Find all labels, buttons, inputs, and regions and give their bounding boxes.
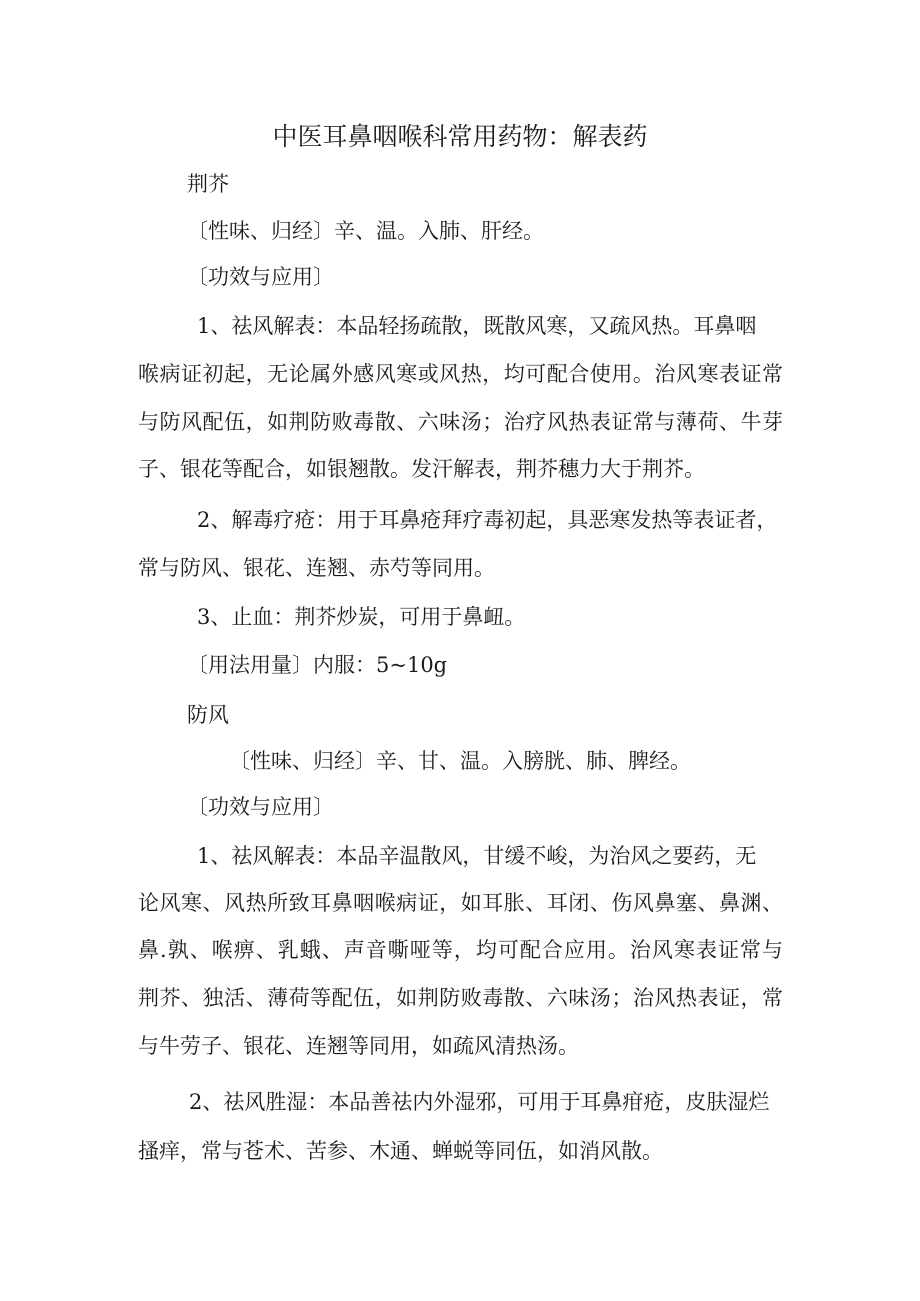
dosage-jingjie: 〔用法用量〕内服：5~10g bbox=[187, 653, 448, 677]
paragraph-line: 喉病证初起，无论属外感风寒或风热，均可配合使用。治风寒表证常 bbox=[138, 362, 783, 386]
herb-name-jingjie: 荆芥 bbox=[187, 172, 229, 196]
paragraph-line: 与防风配伍，如荆防败毒散、六味汤；治疗风热表证常与薄荷、牛芽 bbox=[138, 410, 783, 434]
paragraph-line: 2、祛风胜湿：本品善祛内外湿邪，可用于耳鼻疳疮，皮肤湿烂 bbox=[189, 1090, 770, 1114]
paragraph-line: 3、止血：荆芥炒炭，可用于鼻衄。 bbox=[197, 605, 526, 629]
herb-property-fangfeng: 〔性味、归经〕辛、甘、温。入膀胱、肺、脾经。 bbox=[229, 749, 691, 773]
paragraph-line: 子、银花等配合，如银翘散。发汗解表，荆芥穗力大于荆芥。 bbox=[138, 457, 705, 481]
function-heading-jingjie: 〔功效与应用〕 bbox=[187, 265, 334, 289]
paragraph-line: 1、祛风解表：本品轻扬疏散，既散风寒，又疏风热。耳鼻咽 bbox=[197, 314, 757, 338]
herb-name-fangfeng: 防风 bbox=[187, 703, 229, 727]
paragraph-line: 与牛劳子、银花、连翘等同用，如疏风清热汤。 bbox=[138, 1034, 579, 1058]
paragraph-line: 搔痒，常与苍术、苦参、木通、蝉蜕等同伍，如消风散。 bbox=[138, 1139, 663, 1163]
page-title: 中医耳鼻咽喉科常用药物：解表药 bbox=[272, 122, 648, 151]
paragraph-line: 鼻.孰、喉痹、乳蛾、声音嘶哑等，均可配合应用。治风寒表证常与 bbox=[138, 938, 783, 962]
paragraph-line: 2、解毒疗疮：用于耳鼻疮拜疗毒初起，具恶寒发热等表证者， bbox=[197, 508, 778, 532]
paragraph-line: 1、祛风解表：本品辛温散风，甘缓不峻，为治风之要药，无 bbox=[197, 844, 757, 868]
herb-property-jingjie: 〔性味、归经〕辛、温。入肺、肝经。 bbox=[187, 219, 544, 243]
paragraph-line: 论风寒、风热所致耳鼻咽喉病证，如耳胀、耳闭、伤风鼻塞、鼻渊、 bbox=[138, 891, 783, 915]
function-heading-fangfeng: 〔功效与应用〕 bbox=[187, 795, 334, 819]
paragraph-line: 常与防风、银花、连翘、赤芍等同用。 bbox=[138, 556, 495, 580]
paragraph-line: 荆芥、独活、薄荷等配伍，如荆防败毒散、六味汤；治风热表证，常 bbox=[138, 986, 783, 1010]
